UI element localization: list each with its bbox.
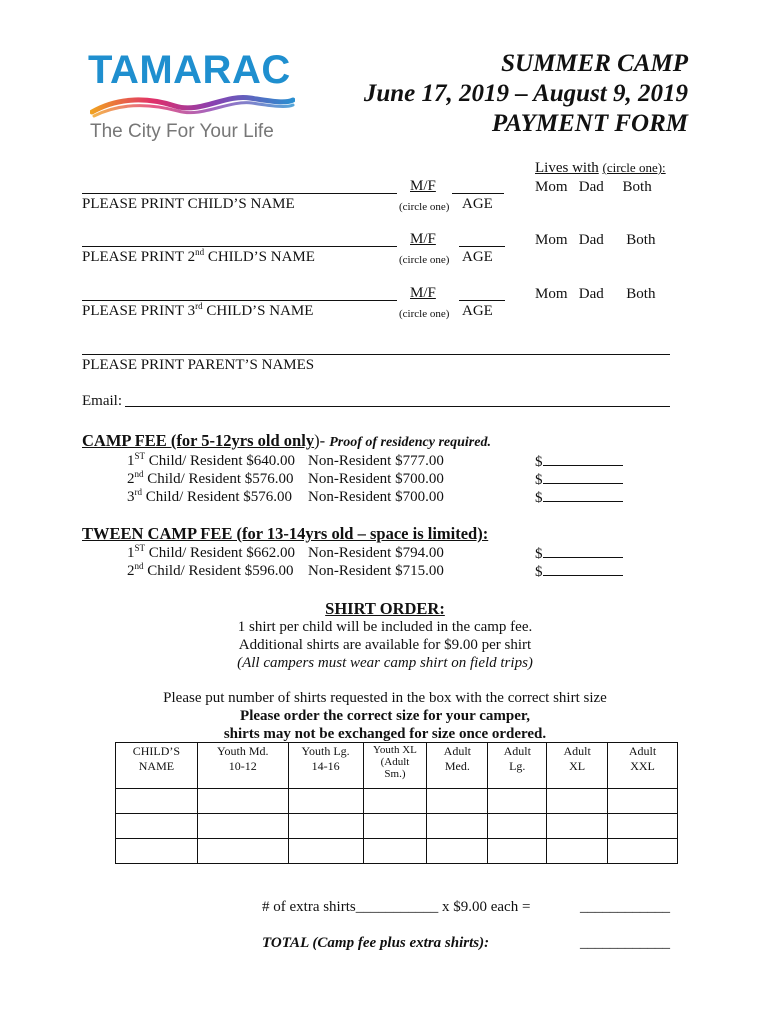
tween-fee-row-1: 1ST Child/ Resident $662.00 [127, 543, 296, 561]
option-dad[interactable]: Dad [578, 286, 604, 302]
col-youth-md: Youth Md. 10-12 [197, 743, 288, 789]
tween-fee-nonres-2: Non-Resident $715.00 [308, 563, 444, 579]
age-label: AGE [462, 249, 493, 265]
camp-fee-row-2: 2nd Child/ Resident $576.00 [127, 469, 294, 487]
extra-shirts-line[interactable] [262, 899, 530, 916]
shirt-instructions-3: shirts may not be exchanged for size once ordered. [223, 726, 547, 742]
table-row[interactable] [116, 839, 678, 864]
extra-shirts-blank[interactable]: ___________ [355, 899, 439, 915]
total-amount[interactable]: ____________ [580, 935, 670, 951]
col-youth-lg: Youth Lg. 14-16 [288, 743, 363, 789]
child2-lives-with[interactable] [535, 232, 655, 249]
camp-fee-amount-1[interactable]: $ [535, 453, 625, 471]
child3-lives-with[interactable] [535, 286, 655, 303]
logo-tagline: The City For Your Life [90, 121, 274, 142]
child1-gender[interactable]: M/F [410, 178, 436, 194]
logo-text: TAMARAC [88, 48, 291, 92]
lives-with-note: (circle one): [602, 160, 666, 175]
col-adult-lg: Adult Lg. [488, 743, 547, 789]
child3-gender[interactable]: M/F [410, 285, 436, 301]
camp-fee-row-1: 1ST Child/ Resident $640.00 [127, 451, 296, 469]
option-both[interactable]: Both [626, 232, 656, 248]
col-youth-xl: Youth XL (Adult Sm.) [363, 743, 427, 789]
tween-fee-amount-1[interactable]: $ [535, 545, 625, 563]
lives-with-label: Lives with [535, 160, 599, 176]
age-label: AGE [462, 303, 493, 319]
logo-swoosh-icon [90, 92, 295, 120]
col-adult-xxl: Adult XXL [608, 743, 678, 789]
lives-with-header [535, 160, 666, 177]
title-line-1: SUMMER CAMP [501, 50, 688, 77]
child2-name-label: PLEASE PRINT 2nd CHILD’S NAME [82, 247, 315, 265]
child1-lives-with[interactable] [535, 179, 652, 196]
table-header-row [116, 743, 678, 789]
circle-one-note: (circle one) [399, 308, 450, 320]
child1-name-label: PLEASE PRINT CHILD’S NAME [82, 196, 295, 212]
shirt-order-line-2: Additional shirts are available for $9.00 per shirt [238, 637, 532, 653]
child1-name-line[interactable] [82, 193, 397, 194]
table-row[interactable] [116, 814, 678, 839]
age-label: AGE [462, 196, 493, 212]
child2-gender[interactable]: M/F [410, 231, 436, 247]
child2-name-line[interactable] [82, 246, 397, 247]
tween-fee-amount-2[interactable]: $ [535, 563, 625, 581]
total-label: TOTAL (Camp fee plus extra shirts): [262, 935, 490, 951]
title-line-3: PAYMENT FORM [491, 110, 688, 137]
camp-fee-amount-2[interactable]: $ [535, 471, 625, 489]
shirt-instructions-1: Please put number of shirts requested in the box with the correct shirt size [163, 690, 607, 706]
parent-name-label: PLEASE PRINT PARENT’S NAMES [82, 357, 315, 373]
camp-fee-nonres-1: Non-Resident $777.00 [308, 453, 444, 469]
extra-shirts-rate: x $9.00 each = [441, 899, 531, 915]
option-mom[interactable]: Mom [535, 232, 568, 248]
shirt-order-heading: SHIRT ORDER: [325, 599, 445, 618]
circle-one-note: (circle one) [399, 201, 450, 213]
table-row[interactable] [116, 789, 678, 814]
option-mom[interactable]: Mom [535, 286, 568, 302]
child2-age-line[interactable] [459, 246, 505, 247]
col-adult-med: Adult Med. [427, 743, 488, 789]
camp-fee-nonres-3: Non-Resident $700.00 [308, 489, 444, 505]
child3-age-line[interactable] [459, 300, 505, 301]
shirt-order-line-1: 1 shirt per child will be included in the camp fee. [237, 619, 533, 635]
tween-fee-nonres-1: Non-Resident $794.00 [308, 545, 444, 561]
child3-name-line[interactable] [82, 300, 397, 301]
circle-one-note: (circle one) [399, 254, 450, 266]
camp-fee-amount-3[interactable]: $ [535, 489, 625, 507]
col-adult-xl: Adult XL [547, 743, 608, 789]
option-both[interactable]: Both [622, 179, 652, 195]
option-dad[interactable]: Dad [578, 179, 604, 195]
tween-fee-heading: TWEEN CAMP FEE (for 13-14yrs old – space is limited): [82, 524, 489, 543]
option-mom[interactable]: Mom [535, 179, 568, 195]
extra-shirts-label: # of extra shirts [262, 899, 356, 915]
child3-name-label: PLEASE PRINT 3rd CHILD’S NAME [82, 301, 314, 319]
camp-fee-nonres-2: Non-Resident $700.00 [308, 471, 444, 487]
shirt-instructions-2: Please order the correct size for your camper, [240, 708, 530, 724]
email-line[interactable] [125, 406, 670, 407]
child1-age-line[interactable] [452, 193, 504, 194]
option-dad[interactable]: Dad [578, 232, 604, 248]
extra-shirts-amount[interactable]: ____________ [580, 899, 670, 915]
shirt-size-table [115, 742, 678, 864]
col-childs-name: CHILD’S NAME [116, 743, 198, 789]
title-line-2: June 17, 2019 – August 9, 2019 [363, 80, 688, 107]
camp-fee-row-3: 3rd Child/ Resident $576.00 [127, 487, 292, 505]
option-both[interactable]: Both [626, 286, 656, 302]
email-label: Email: [82, 393, 122, 409]
shirt-order-line-3: (All campers must wear camp shirt on field trips) [237, 655, 533, 671]
tween-fee-row-2: 2nd Child/ Resident $596.00 [127, 561, 294, 579]
camp-fee-heading: CAMP FEE (for 5-12yrs old only)- Proof of residency required. [82, 431, 491, 450]
parent-name-line[interactable] [82, 354, 670, 355]
